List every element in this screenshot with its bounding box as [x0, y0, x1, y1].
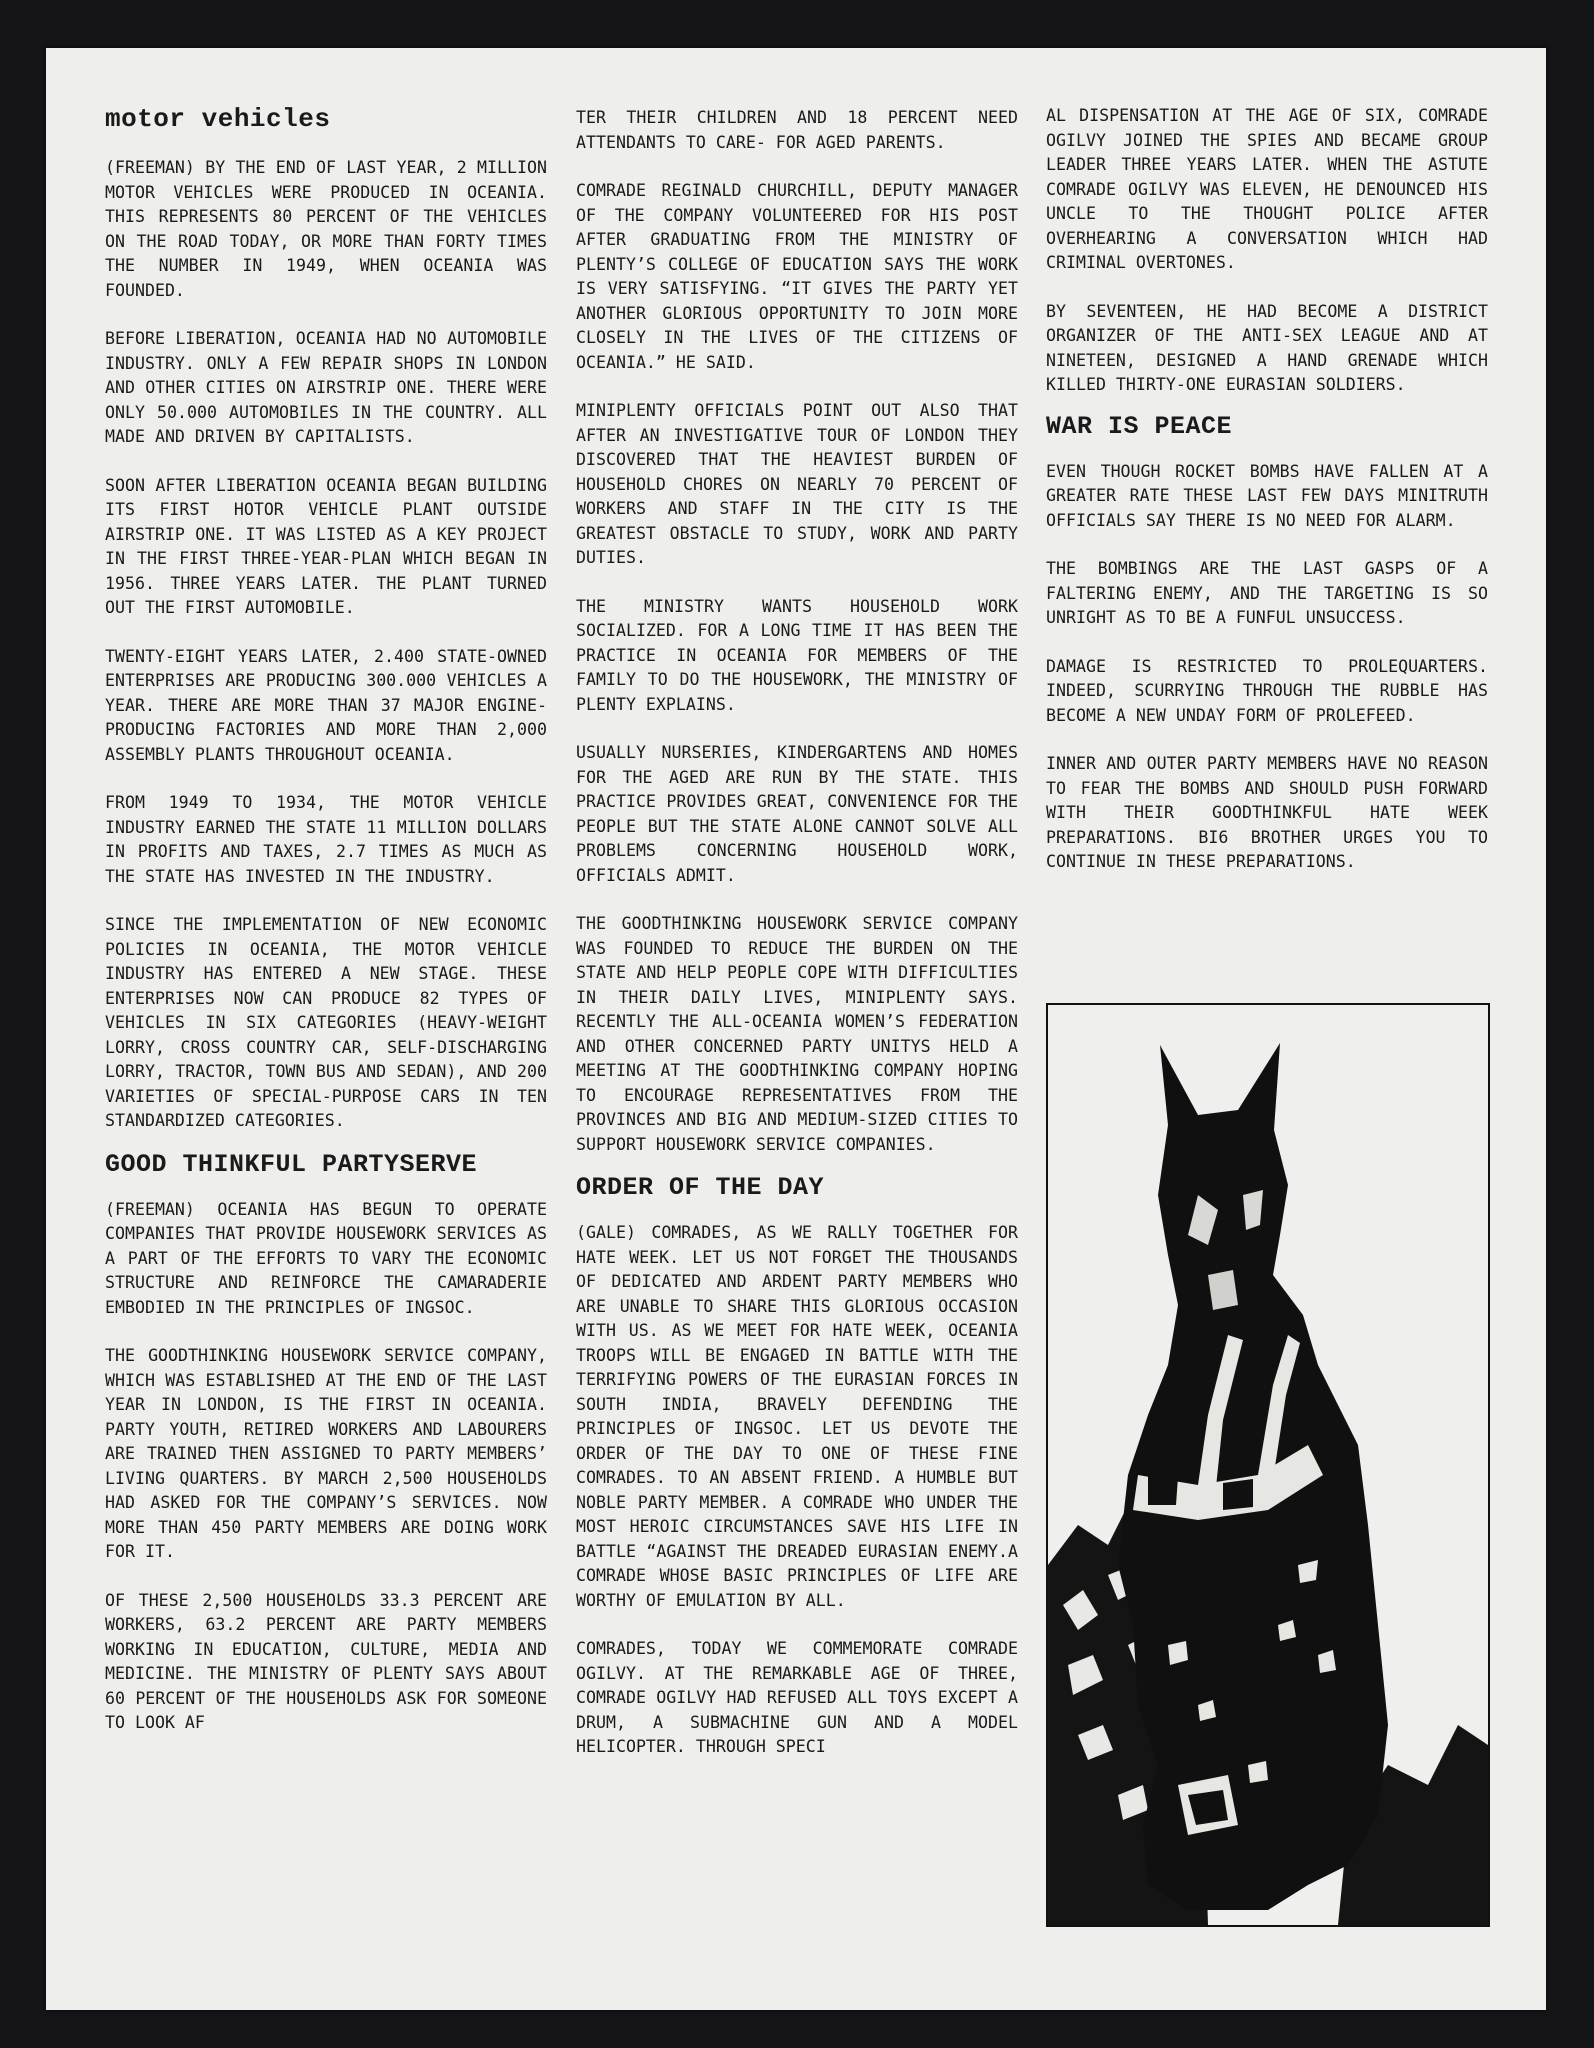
paragraph: COMRADES, TODAY WE COMMEMORATE COMRADE OGILVY. AT THE REMARKABLE AGE OF THREE, COMRADE OGILVY HAD REFUSED ALL TOYS EXCEPT A DRUM, A SUBMACHINE GUN AND A MODEL HELICOPTER. THROUGH SPECI — [576, 1639, 1018, 1756]
heading-order-of-the-day: ORDER OF THE DAY — [576, 1173, 825, 1202]
paragraph: INNER AND OUTER PARTY MEMBERS HAVE NO REASON TO FEAR THE BOMBS AND SHOULD PUSH FORWARD WITH THEIR GOODTHINKFUL HATE WEEK PREPARATIONS. BI6 BROTHER URGES YOU TO CONTINUE IN THESE PREPARATIONS. — [1046, 754, 1488, 871]
paragraph: BY SEVENTEEN, HE HAD BECOME A DISTRICT ORGANIZER OF THE ANTI-SEX LEAGUE AND AT NINETEEN, DESIGNED A HAND GRENADE WHICH KILLED THIRTY-ONE EURASIAN SOLDIERS. — [1046, 301, 1488, 394]
paragraph: OF THESE 2,500 HOUSEHOLDS 33.3 PERCENT ARE WORKERS, 63.2 PERCENT ARE PARTY MEMBERS WORKING IN EDUCATION, CULTURE, MEDIA AND MEDICINE. THE MINISTRY OF PLENTY SAYS ABOUT 60 PERCENT OF THE HOUSEHOLDS ASK FOR SOMEONE TO LOOK AF — [105, 1590, 547, 1732]
heading-war-is-peace: WAR IS PEACE — [1046, 411, 1233, 441]
paragraph: (FREEMAN) OCEANIA HAS BEGUN TO OPERATE COMPANIES THAT PROVIDE HOUSEWORK SERVICES AS A PART OF THE EFFORTS TO VARY THE ECONOMIC STRUCTURE AND REINFORCE THE CAMARADERIE EMBODIED IN THE PRINCIPLES OF INGSOC. — [105, 1199, 547, 1317]
paragraph: SINCE THE IMPLEMENTATION OF NEW ECONOMIC POLICIES IN OCEANIA, THE MOTOR VEHICLE INDUSTRY HAS ENTERED A NEW STAGE. THESE ENTERPRISES NOW CAN PRODUCE 82 TYPES OF VEHICLES IN SIX CATEGORIES (HEAVY-WEIGHT LORRY, CROSS COUNTRY CAR, SELF-DISCHARGING LORRY, TRACTOR, TOWN BUS AND SEDAN), AND 200 VARIETIES OF SPECIAL-PURPOSE CARS IN TEN STANDARDIZED CATEGORIES. — [105, 915, 547, 1130]
paragraph: AL DISPENSATION AT THE AGE OF SIX, COMRADE OGILVY JOINED THE SPIES AND BECAME GROUP LEADER THREE YEARS LATER. WHEN THE ASTUTE COMRADE OGILVY WAS ELEVEN, HE DENOUNCED HIS UNCLE TO THE THOUGHT POLICE AFTER OVERHEARING A CONVERSATION WHICH HAD CRIMINAL OVERTONES. — [1046, 106, 1488, 272]
paragraph: EVEN THOUGH ROCKET BOMBS HAVE FALLEN AT A GREATER RATE THESE LAST FEW DAYS MINITRUTH OFFICIALS SAY THERE IS NO NEED FOR ALARM. — [1046, 461, 1488, 530]
paragraph: TWENTY-EIGHT YEARS LATER, 2.400 STATE-OWNED ENTERPRISES ARE PRODUCING 300.000 VEHICLES A YEAR. THERE ARE MORE THAN 37 MAJOR ENGINE-PRODUCING FACTORIES AND MORE THAN 2,000 ASSEMBLY PLANTS THROUGHOUT OCEANIA. — [105, 646, 547, 764]
paragraph: THE MINISTRY WANTS HOUSEHOLD WORK SOCIALIZED. FOR A LONG TIME IT HAS BEEN THE PRACTICE IN OCEANIA FOR MEMBERS OF THE FAMILY TO DO THE HOUSEWORK, THE MINISTRY OF PLENTY EXPLAINS. — [576, 596, 1018, 714]
newsletter-page — [46, 48, 1546, 2010]
paragraph: FROM 1949 TO 1934, THE MOTOR VEHICLE INDUSTRY EARNED THE STATE 11 MILLION DOLLARS IN PROFITS AND TAXES, 2.7 TIMES AS MUCH AS THE STATE HAS INVESTED IN THE INDUSTRY. — [105, 793, 547, 886]
paragraph: THE GOODTHINKING HOUSEWORK SERVICE COMPANY WAS FOUNDED TO REDUCE THE BURDEN ON THE STATE AND HELP PEOPLE COPE WITH DIFFICULTIES IN THEIR DAILY LIVES, MINIPLENTY SAYS. RECENTLY THE ALL-OCEANIA WOMEN’S FEDERATION AND OTHER CONCERNED PARTY UNITYS HELD A MEETING AT THE GOODTHINKING COMPANY HOPING TO ENCOURAGE REPRESENTATIVES FROM THE PROVINCES AND BIG AND MEDIUM-SIZED CITIES TO SUPPORT HOUSEWORK SERVICE COMPANIES. — [576, 914, 1018, 1154]
paragraph: COMRADE REGINALD CHURCHILL, DEPUTY MANAGER OF THE COMPANY VOLUNTEERED FOR HIS POST AFTER GRADUATING FROM THE MINISTRY OF PLENTY’S COLLEGE OF EDUCATION SAYS THE WORK IS VERY SATISFYING. “IT GIVES THE PARTY YET ANOTHER GLORIOUS OPPORTUNITY TO JOIN MORE CLOSELY IN THE LIVES OF THE CITIZENS OF OCEANIA.” HE SAID. — [576, 181, 1018, 372]
paragraph: THE GOODTHINKING HOUSEWORK SERVICE COMPANY, WHICH WAS ESTABLISHED AT THE END OF THE LAST YEAR IN LONDON, IS THE FIRST IN OCEANIA. PARTY YOUTH, RETIRED WORKERS AND LABOURERS ARE TRAINED THEN ASSIGNED TO PARTY MEMBERS’ LIVING QUARTERS. BY MARCH 2,500 HOUSEHOLDS HAD ASKED FOR THE COMPANY’S SERVICES. NOW MORE THAN 450 PARTY MEMBERS ARE DOING WORK FOR IT. — [105, 1346, 547, 1561]
column-1 — [105, 104, 547, 1760]
paragraph: (FREEMAN) BY THE END OF LAST YEAR, 2 MILLION MOTOR VEHICLES WERE PRODUCED IN OCEANIA. THIS REPRESENTS 80 PERCENT OF THE VEHICLES ON THE ROAD TODAY, OR MORE THAN FORTY TIMES THE NUMBER IN 1949, WHEN OCEANIA WAS FOUNDED. — [105, 158, 547, 300]
paragraph: DAMAGE IS RESTRICTED TO PROLEQUARTERS. INDEED, SCURRYING THROUGH THE RUBBLE HAS BECOME A NEW UNDAY FORM OF PROLEFEED. — [1046, 656, 1488, 725]
paragraph: MINIPLENTY OFFICIALS POINT OUT ALSO THAT AFTER AN INVESTIGATIVE TOUR OF LONDON THEY DISCOVERED THAT THE HEAVIEST BURDEN OF HOUSEHOLD CHORES ON NEARLY 70 PERCENT OF WORKERS AND STAFF IN THE CITY IS THE GREATEST OBSTACLE TO STUDY, WORK AND PARTY DUTIES. — [576, 401, 1018, 567]
paragraph: (GALE) COMRADES, AS WE RALLY TOGETHER FOR HATE WEEK. LET US NOT FORGET THE THOUSANDS OF DEDICATED AND ARDENT PARTY MEMBERS WHO ARE UNABLE TO SHARE THIS GLORIOUS OCCASION WITH US. AS WE MEET FOR HATE WEEK, OCEANIA TROOPS WILL BE ENGAGED IN BATTLE WITH THE TERRIFYING POWERS OF THE EURASIAN FORCES IN SOUTH INDIA, BRAVELY DEFENDING THE PRINCIPLES OF INGSOC. LET US DEVOTE THE ORDER OF THE DAY TO ONE OF THESE FINE COMRADES. TO AN ABSENT FRIEND. A HUMBLE BUT NOBLE PARTY MEMBER. A COMRADE WHO UNDER THE MOST HEROIC CIRCUMSTANCES SAVE HIS LIFE IN BATTLE “AGAINST THE DREADED EURASIAN ENEMY.A COMRADE WHOSE BASIC PRINCIPLES OF LIFE ARE WORTHY OF EMULATION BY ALL. — [576, 1223, 1018, 1610]
column-2 — [576, 104, 1018, 1784]
paragraph: THE BOMBINGS ARE THE LAST GASPS OF A FALTERING ENEMY, AND THE TARGETING IS SO UNRIGHT AS TO BE A FUNFUL UNSUCCESS. — [1046, 559, 1488, 627]
paragraph: TER THEIR CHILDREN AND 18 PERCENT NEED ATTENDANTS TO CARE- FOR AGED PARENTS. — [576, 108, 1018, 152]
heading-motor-vehicles: motor vehicles — [105, 104, 331, 134]
dog-icon — [1048, 1005, 1488, 1925]
paragraph: BEFORE LIBERATION, OCEANIA HAD NO AUTOMOBILE INDUSTRY. ONLY A FEW REPAIR SHOPS IN LONDON AND OTHER CITIES ON AIRSTRIP ONE. THERE WERE ONLY 50.000 AUTOMOBILES IN THE COUNTRY. ALL MADE AND DRIVEN BY CAPITALISTS. — [105, 329, 547, 446]
dog-woodcut-illustration — [1046, 1003, 1490, 1927]
paragraph: SOON AFTER LIBERATION OCEANIA BEGAN BUILDING ITS FIRST HOTOR VEHICLE PLANT OUTSIDE AIRSTRIP ONE. IT WAS LISTED AS A KEY PROJECT IN THE FIRST THREE-YEAR-PLAN WHICH BEGAN IN 1956. THREE YEARS LATER. THE PLANT TURNED OUT THE FIRST AUTOMOBILE. — [105, 475, 547, 617]
paragraph: USUALLY NURSERIES, KINDERGARTENS AND HOMES FOR THE AGED ARE RUN BY THE STATE. THIS PRACTICE PROVIDES GREAT, CONVENIENCE FOR THE PEOPLE BUT THE STATE ALONE CANNOT SOLVE ALL PROBLEMS CONCERNING HOUSEHOLD WORK, OFFICIALS ADMIT. — [576, 743, 1018, 885]
column-3 — [1046, 104, 1488, 899]
heading-good-thinkful-partyserve: GOOD THINKFUL PARTYSERVE — [105, 1149, 478, 1179]
